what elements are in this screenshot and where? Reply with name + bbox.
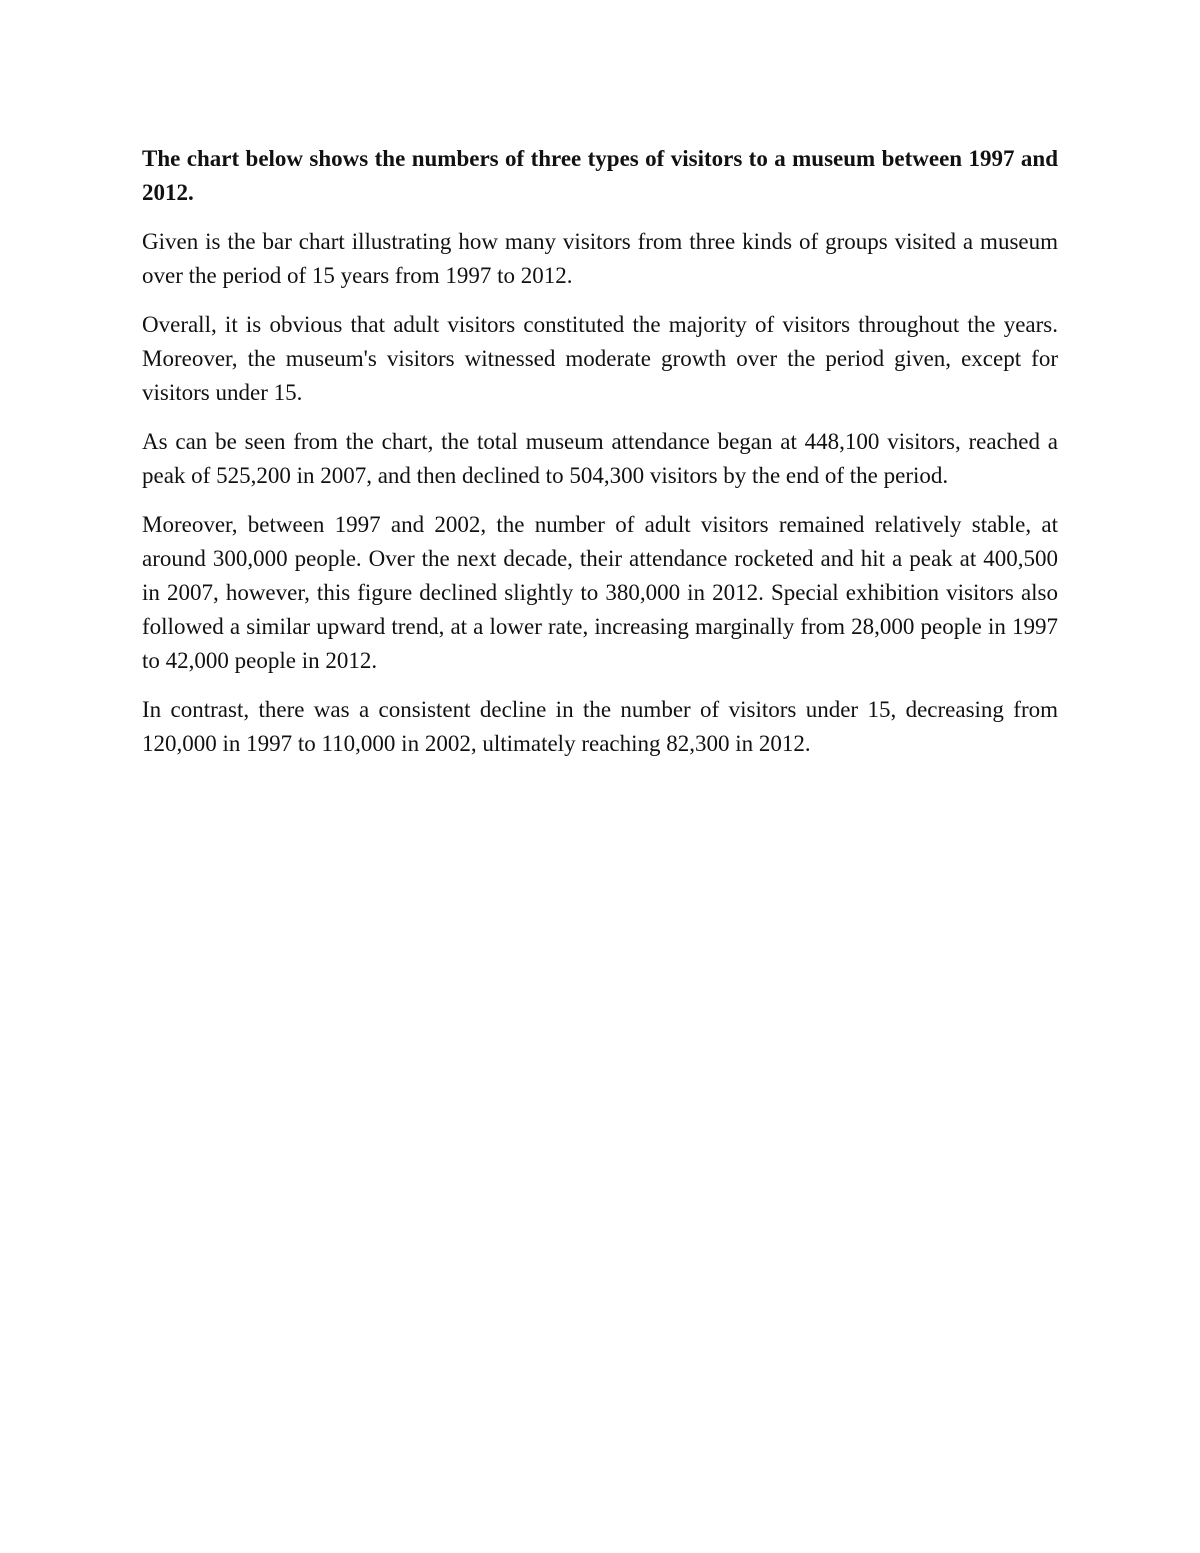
paragraph-overview: Overall, it is obvious that adult visitors constituted the majority of visitors throughout the years. Moreover, the museum's visitors witnessed moderate growth over the period given, except for visitors under 15. [142,312,1058,405]
paragraph-total-attendance: As can be seen from the chart, the total museum attendance began at 448,100 visitors, reached a peak of 525,200 in 2007, and then declined to 504,300 visitors by the end of the period. [142,429,1058,488]
document-page [142,142,1058,776]
paragraph-adult-and-special: Moreover, between 1997 and 2002, the number of adult visitors remained relatively stable, at around 300,000 people. Over the next decade, their attendance rocketed and hit a peak at 400,500 in 2007, however, this figure declined slightly to 380,000 in 2012. Special exhibition visitors also followed a similar upward trend, at a lower rate, increasing marginally from 28,000 people in 1997 to 42,000 people in 2012. [142,512,1058,673]
paragraph-intro: Given is the bar chart illustrating how many visitors from three kinds of groups visited a museum over the period of 15 years from 1997 to 2012. [142,229,1058,288]
paragraph-under-15: In contrast, there was a consistent decline in the number of visitors under 15, decreasing from 120,000 in 1997 to 110,000 in 2002, ultimately reaching 82,300 in 2012. [142,697,1058,756]
document-heading: The chart below shows the numbers of three types of visitors to a museum between 1997 and 2012. [142,146,1058,205]
